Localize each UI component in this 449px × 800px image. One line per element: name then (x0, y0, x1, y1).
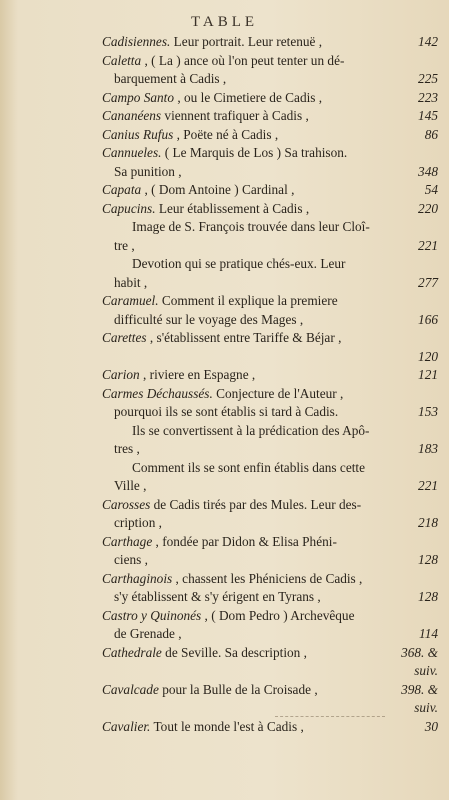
entry-headword: Capata (102, 182, 142, 197)
entry-line (102, 644, 438, 663)
entry-line (102, 163, 438, 182)
page-number: suiv. (414, 700, 438, 715)
index-entries (102, 33, 438, 736)
entry-text (114, 237, 412, 256)
entry-line (102, 607, 438, 626)
entry-text (102, 570, 432, 589)
entry-description: , chassent les Phéniciens de Cadis , (172, 570, 363, 586)
entry-headword: Carmes Déchaussés. (102, 385, 213, 401)
entry-headword: Carthage (102, 533, 153, 549)
index-entry (102, 533, 438, 570)
entry-text (102, 366, 412, 385)
entry-text (102, 496, 432, 515)
index-entry (102, 570, 438, 607)
entry-description: ( Le Marquis de Los ) Sa trahison. (161, 145, 348, 160)
page-number: 54 (424, 182, 438, 197)
page-number: 218 (418, 515, 438, 530)
index-entry (102, 644, 438, 681)
entry-text (132, 459, 432, 478)
page-number: 220 (418, 200, 438, 216)
entry-text (114, 588, 412, 607)
entry-line (102, 237, 438, 256)
entry-headword: Cadisiennes. (102, 34, 171, 49)
entry-headword: Campo Santo (102, 89, 175, 105)
page-number: 166 (418, 311, 438, 327)
entry-text (132, 218, 432, 237)
entry-text (102, 52, 432, 71)
entry-description: de Grenade , (114, 626, 182, 641)
index-entry (102, 681, 438, 718)
page-number: 277 (418, 274, 438, 290)
index-entry (102, 496, 438, 533)
entry-line (102, 718, 438, 737)
page-number: suiv. (414, 663, 438, 678)
entry-line (102, 533, 438, 552)
index-entry (102, 107, 438, 126)
entry-description: Tout le monde l'est à Cadis , (150, 718, 304, 734)
entry-headword: Caramuel. (102, 293, 159, 308)
entry-headword: Capucins. (102, 200, 156, 216)
entry-description: Leur portrait. Leur retenuë , (170, 34, 323, 49)
entry-line (102, 218, 438, 237)
entry-description: Ils se convertissent à la prédication des Apô- (132, 422, 370, 438)
entry-text (114, 625, 413, 644)
entry-text (102, 385, 432, 404)
entry-text (114, 274, 412, 293)
entry-text (102, 329, 432, 348)
page-number: 120 (418, 348, 438, 364)
entry-description: , ou le Cimetiere de Cadis , (174, 89, 323, 105)
entry-description: tres , (114, 441, 140, 456)
page-header: TABLE (190, 14, 259, 30)
entry-description: , ( Dom Pedro ) Archevêque (201, 607, 355, 623)
entry-text (102, 533, 432, 552)
page-number: 121 (418, 367, 438, 382)
entry-text (102, 718, 419, 737)
entry-line (102, 144, 438, 163)
entry-line (102, 89, 438, 108)
entry-description: , Poëte né à Cadis , (173, 126, 279, 142)
entry-text (114, 311, 412, 330)
entry-description: ciens , (114, 552, 148, 567)
index-entry (102, 33, 438, 52)
entry-line (102, 181, 438, 200)
entry-headword: Cananéens (102, 108, 162, 123)
entry-description: pourquoi ils se sont établis si tard à Cadis. (114, 404, 339, 419)
entry-headword: Canius Rufus (102, 126, 174, 142)
entry-line (102, 329, 438, 348)
entry-line (102, 126, 438, 145)
entry-headword: Carthaginois (102, 570, 173, 586)
entry-line (102, 107, 438, 126)
entry-line (102, 274, 438, 293)
entry-text (102, 292, 432, 311)
page-number: 86 (424, 126, 438, 142)
page-number: 30 (424, 718, 438, 734)
entry-description: barquement à Cadis , (114, 71, 227, 86)
page-number: 368. & (401, 644, 438, 660)
entry-description: Ville , (114, 478, 147, 493)
entry-line (102, 496, 438, 515)
entry-line (102, 33, 438, 52)
entry-text (132, 422, 432, 441)
entry-headword: Caletta (102, 52, 142, 68)
index-entry (102, 126, 438, 145)
page-number: 128 (418, 589, 438, 604)
entry-description: , fondée par Didon & Elisa Phéni- (152, 533, 337, 549)
entry-description: Conjecture de l'Auteur , (212, 385, 344, 401)
index-entry (102, 89, 438, 108)
page-number: 145 (418, 108, 438, 123)
page-number: 183 (418, 441, 438, 456)
entry-line (102, 625, 438, 644)
entry-line (102, 70, 438, 89)
entry-description: Image de S. François trouvée dans leur Cloî- (132, 219, 370, 234)
entry-description: , s'établissent entre Tariffe & Béjar , (146, 330, 342, 345)
entry-description: habit , (114, 274, 148, 290)
page-number: 223 (418, 89, 438, 105)
entry-text (114, 477, 412, 496)
entry-headword: Carion (102, 367, 140, 382)
entry-text (114, 440, 412, 459)
entry-text (114, 514, 412, 533)
entry-line (102, 348, 438, 367)
entry-description: Sa punition , (114, 163, 182, 179)
entry-description: de Cadis tirés par des Mules. Leur des- (150, 496, 362, 512)
entry-headword: Cannueles. (102, 145, 162, 160)
entry-description: viennent trafiquer à Cadis , (161, 108, 309, 123)
entry-description: pour la Bulle de la Croisade , (158, 681, 318, 697)
index-entry (102, 385, 438, 496)
entry-headword: Cathedrale (102, 644, 162, 660)
entry-line (102, 255, 438, 274)
entry-text (102, 144, 432, 163)
entry-headword: Cavalcade (102, 681, 159, 697)
entry-line (102, 551, 438, 570)
entry-description: cription , (114, 515, 163, 530)
index-entry (102, 366, 438, 385)
entry-description: , ( Dom Antoine ) Cardinal , (141, 182, 295, 197)
index-entry (102, 181, 438, 200)
entry-headword: Castro y Quinonés (102, 607, 202, 623)
index-entry (102, 607, 438, 644)
index-entry (102, 144, 438, 181)
entry-line (102, 440, 438, 459)
entry-line (102, 385, 438, 404)
page-number: 153 (418, 404, 438, 419)
index-entry (102, 329, 438, 366)
entry-line (102, 662, 438, 681)
page-number: 221 (418, 478, 438, 493)
entry-line (102, 311, 438, 330)
entry-line (102, 477, 438, 496)
entry-headword: Cavalier. (102, 718, 151, 734)
entry-text (102, 89, 412, 108)
entry-text (102, 607, 432, 626)
entry-line (102, 699, 438, 718)
index-entry (102, 52, 438, 89)
index-entry (102, 200, 438, 293)
entry-line (102, 422, 438, 441)
entry-description: Leur établissement à Cadis , (155, 200, 310, 216)
entry-headword: Carettes (102, 330, 147, 345)
entry-headword: Carosses (102, 496, 151, 512)
entry-line (102, 459, 438, 478)
entry-text (114, 551, 412, 570)
entry-line (102, 403, 438, 422)
entry-description: , riviere en Espagne , (139, 367, 256, 382)
entry-text (102, 181, 419, 200)
entry-line (102, 570, 438, 589)
entry-description: , ( La ) ance où l'on peut tenter un dé- (141, 52, 345, 68)
index-entry (102, 718, 438, 737)
entry-text (102, 107, 412, 126)
entry-line (102, 681, 438, 700)
entry-description: de Seville. Sa description , (161, 644, 307, 660)
page-number: 348 (418, 163, 438, 179)
entry-line (102, 514, 438, 533)
entry-description: difficulté sur le voyage des Mages , (114, 311, 304, 327)
entry-text (114, 70, 412, 89)
entry-text (132, 255, 432, 274)
entry-description: Comment ils se sont enfin établis dans cette (132, 459, 366, 475)
entry-text (102, 200, 412, 219)
entry-text (102, 644, 395, 663)
entry-description: Comment il explique la premiere (158, 293, 338, 308)
page-divider (275, 716, 385, 717)
page-number: 142 (418, 34, 438, 49)
entry-line (102, 200, 438, 219)
entry-line (102, 588, 438, 607)
page-number: 225 (418, 71, 438, 86)
entry-line (102, 52, 438, 71)
page-number: 114 (419, 626, 438, 641)
entry-line (102, 292, 438, 311)
page-number: 128 (418, 552, 438, 567)
entry-description: s'y établissent & s'y érigent en Tyrans , (114, 589, 321, 604)
index-entry (102, 292, 438, 329)
entry-line (102, 366, 438, 385)
entry-text (114, 403, 412, 422)
page-number: 221 (418, 237, 438, 253)
entry-text (102, 126, 419, 145)
entry-text (102, 33, 412, 52)
entry-text (114, 163, 412, 182)
entry-description: Devotion qui se pratique chés-eux. Leur (132, 256, 346, 271)
entry-text (102, 681, 395, 700)
page-number: 398. & (401, 681, 438, 697)
entry-description: tre , (114, 237, 135, 253)
